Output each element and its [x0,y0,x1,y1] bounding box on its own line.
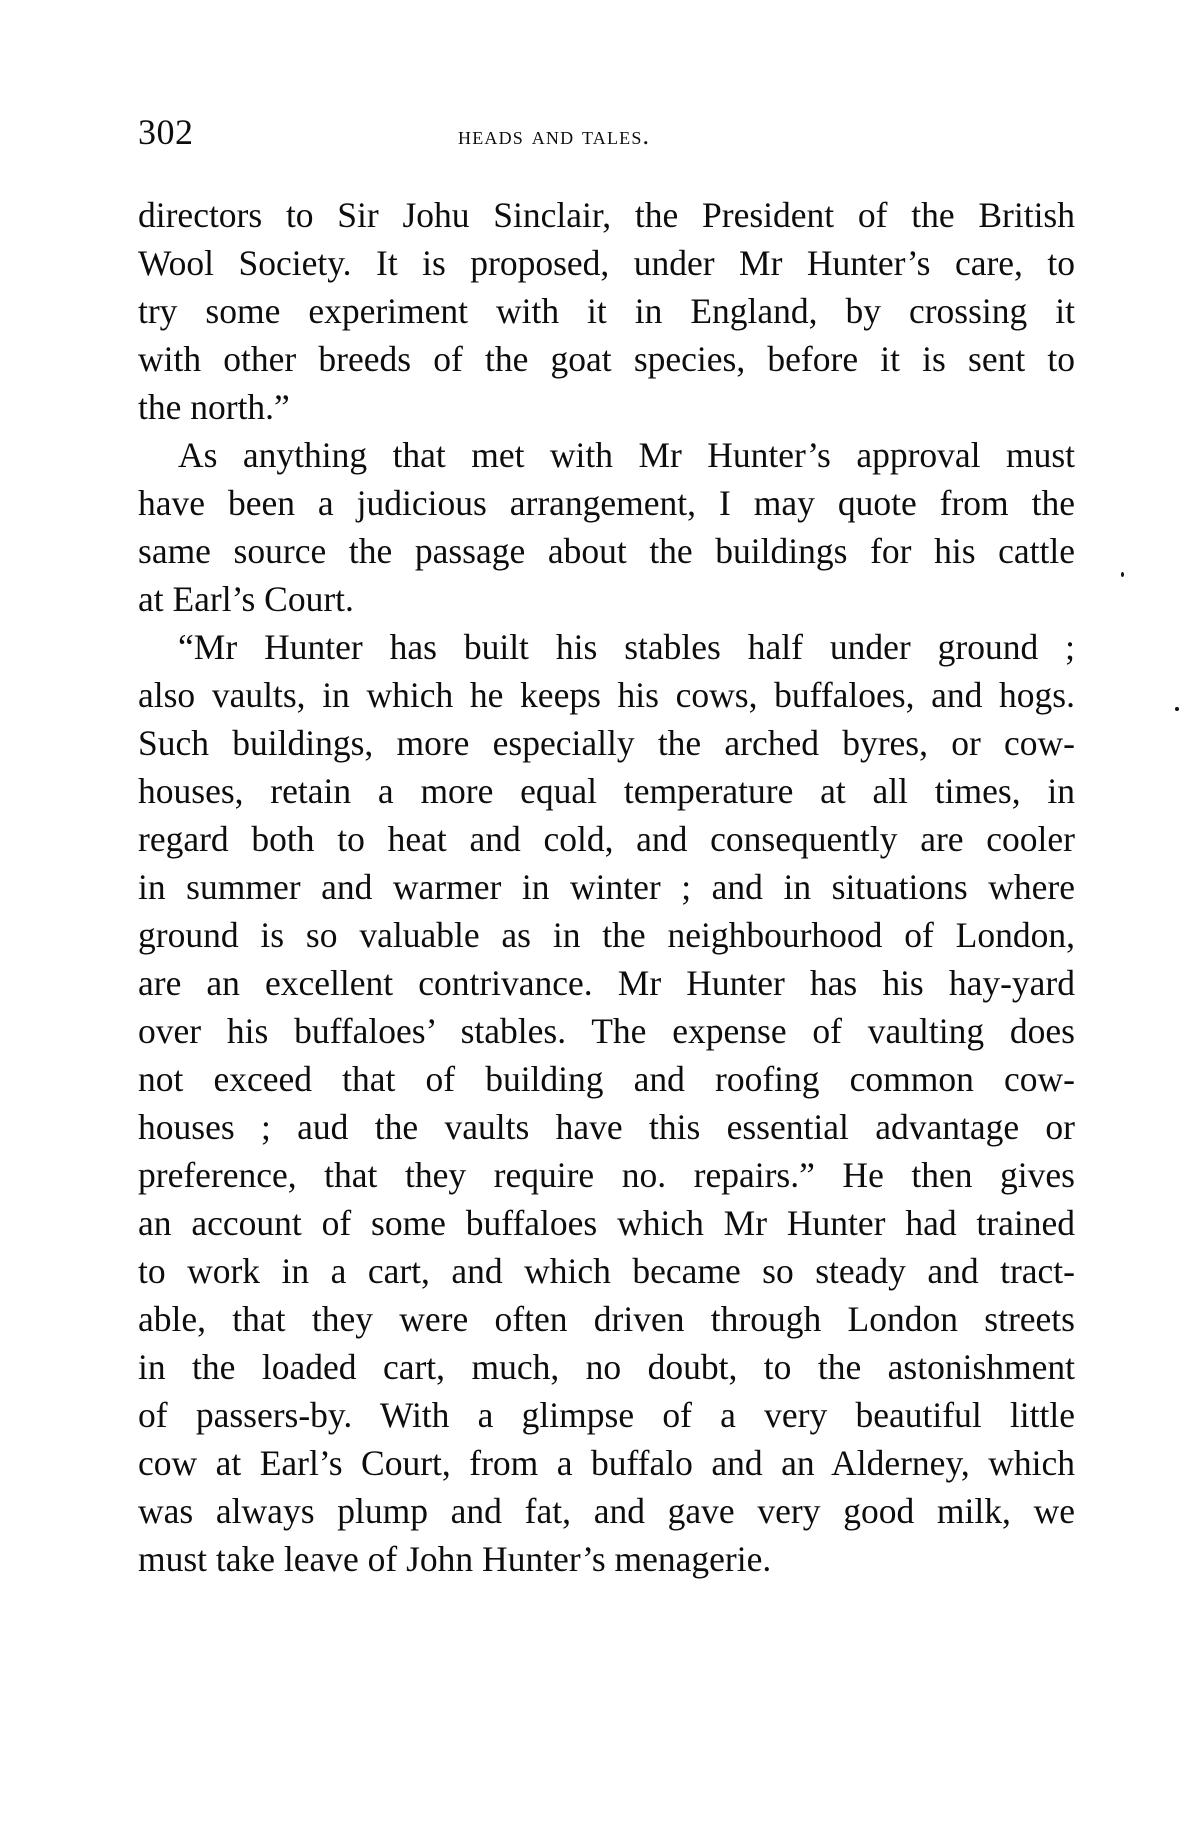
text-line: same source the passage about the buildings for his cattle [138,531,1075,571]
text-line: was always plump and fat, and gave very good milk, we [138,1491,1075,1531]
text-line: “Mr Hunter has built his stables half under ground ; [178,627,1075,667]
text-line: must take leave of John Hunter’s menagerie. [138,1539,772,1579]
text-line: able, that they were often driven through London streets [138,1299,1075,1339]
text-line: in the loaded cart, much, no doubt, to the astonishment [138,1347,1075,1387]
text-line: in summer and warmer in winter ; and in situations where [138,867,1075,907]
text-line: at Earl’s Court. [138,579,354,619]
text-line: also vaults, in which he keeps his cows, buffaloes, and hogs. [138,675,1075,715]
ink-speck [1175,707,1179,711]
text-line: to work in a cart, and which became so steady and tract- [138,1251,1075,1291]
running-head [138,110,1075,154]
text-line: the north.” [138,387,290,427]
text-line: cow at Earl’s Court, from a buffalo and an Alderney, which [138,1443,1075,1483]
text-line: of passers-by. With a glimpse of a very beautiful little [138,1395,1075,1435]
text-line: Wool Society. It is proposed, under Mr Hunter’s care, to [138,243,1075,283]
text-line: are an excellent contrivance. Mr Hunter has his hay-yard [138,963,1075,1003]
text-line: houses, retain a more equal temperature at all times, in [138,771,1075,811]
text-line: regard both to heat and cold, and consequently are cooler [138,819,1075,859]
text-line: with other breeds of the goat species, before it is sent to [138,339,1075,379]
ink-speck [1121,572,1124,577]
text-line: ground is so valuable as in the neighbourhood of London, [138,915,1075,955]
text-line: As anything that met with Mr Hunter’s approval must [178,435,1075,475]
text-line: Such buildings, more especially the arched byres, or cow- [138,723,1075,763]
text-line: houses ; aud the vaults have this essential advantage or [138,1107,1075,1147]
page-number: 302 [138,112,194,152]
text-line: not exceed that of building and roofing common cow- [138,1059,1075,1099]
text-line: try some experiment with it in England, by crossing it [138,291,1075,331]
running-title: heads and tales. [458,121,651,150]
body-text [138,191,1075,1583]
text-line: preference, that they require no. repairs.” He then gives [138,1155,1075,1195]
text-line: have been a judicious arrangement, I may quote from the [138,483,1075,523]
text-line: directors to Sir Johu Sinclair, the President of the British [138,195,1075,235]
text-line: an account of some buffaloes which Mr Hunter had trained [138,1203,1075,1243]
text-line: over his buffaloes’ stables. The expense of vaulting does [138,1011,1075,1051]
